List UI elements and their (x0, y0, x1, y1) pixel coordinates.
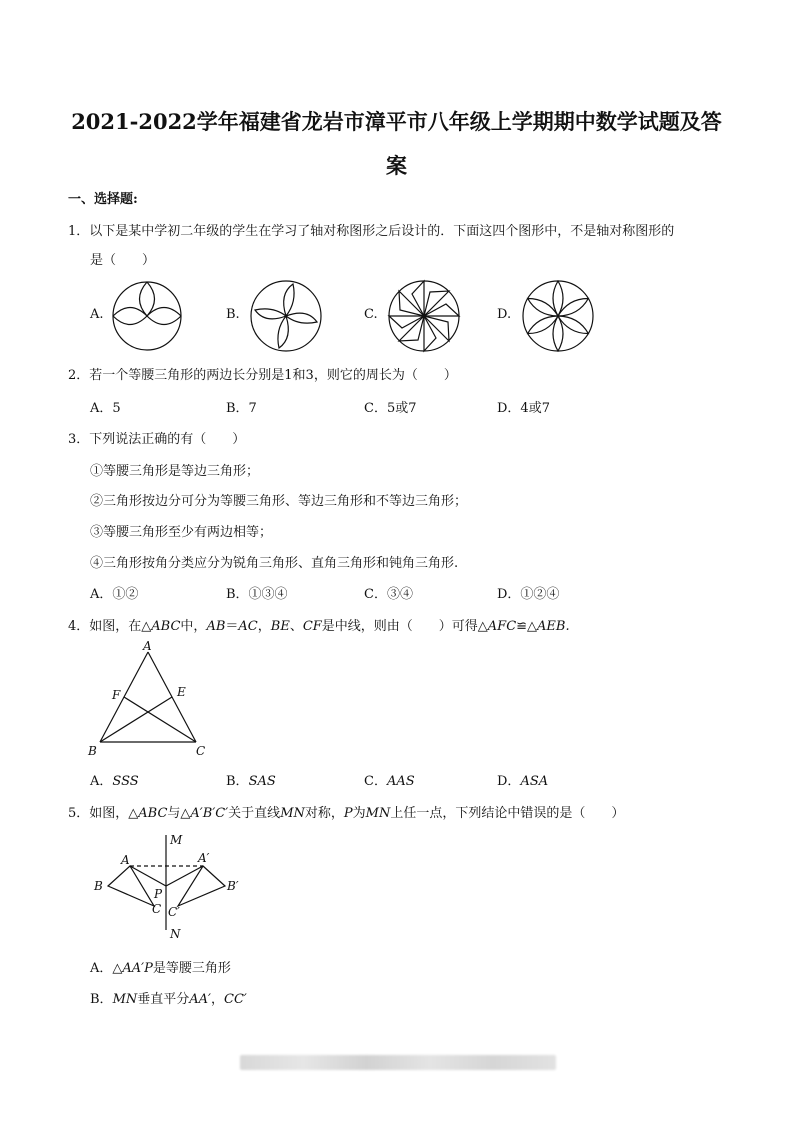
q5-label-c-prime: C′ (168, 905, 180, 919)
q5-label-b: B (94, 879, 103, 893)
q5-symmetry-figure (86, 830, 256, 945)
q4-option-d: D．ASA (497, 774, 549, 789)
q3-option-a: A．①② (90, 587, 139, 602)
q5-label-a-prime: A′ (198, 851, 210, 865)
q5-label-n: N (170, 927, 181, 941)
q4-option-c: C．AAS (364, 774, 415, 789)
blurred-footer-watermark (240, 1055, 556, 1070)
document-title (60, 100, 733, 188)
q4-triangle-figure (86, 638, 216, 762)
q3-option-c: C．③④ (364, 587, 413, 602)
q1-figure-c (388, 280, 460, 352)
q5-label-c: C (152, 902, 162, 916)
q5-label-p: P (154, 887, 163, 901)
q3-statement-3: ③等腰三角形至少有两边相等； (90, 525, 273, 540)
q1-option-d-label: D. (497, 307, 512, 322)
q4-label-b: B (88, 744, 97, 758)
q5-label-m: M (170, 833, 183, 847)
q3-option-d: D．①②④ (497, 587, 560, 602)
q2-option-a: A．5 (90, 401, 121, 416)
q5-text: 5．如图，△ABC与△A′B′C′关于直线MN对称，P为MN上任一点，下列结论中错误的是（ ） (68, 806, 625, 821)
q1-option-c-label: C. (364, 307, 378, 322)
q4-label-a: A (143, 639, 152, 653)
q3-statement-1: ①等腰三角形是等边三角形； (90, 464, 260, 479)
q5-label-a: A (121, 853, 130, 867)
q4-label-e: E (177, 685, 186, 699)
q3-statement-2: ②三角形按边分可分为等腰三角形、等边三角形和不等边三角形； (90, 494, 468, 509)
q4-label-f: F (112, 688, 121, 702)
section-heading: 一、选择题: (68, 192, 138, 207)
q1-figure-b (249, 280, 323, 352)
q3-text: 3．下列说法正确的有（ ） (68, 432, 246, 447)
q1-text-line1: 1．以下是某中学初二年级的学生在学习了轴对称图形之后设计的．下面这四个图形中，不是轴对称图形的 (68, 224, 675, 239)
q5-option-a: A．△AA′P是等腰三角形 (90, 961, 231, 976)
q1-figure-d (521, 280, 595, 352)
q5-label-b-prime: B′ (227, 879, 239, 893)
q1-option-a-label: A. (90, 307, 104, 322)
q3-statement-4: ④三角形按角分类应分为锐角三角形、直角三角形和钝角三角形. (90, 556, 459, 571)
title-line-2: 案 (386, 153, 407, 178)
q2-option-d: D．4或7 (497, 401, 550, 416)
q4-option-b: B．SAS (226, 774, 276, 789)
q1-figure-a (110, 281, 184, 351)
q4-option-a: A．SSS (90, 774, 139, 789)
q3-option-b: B．①③④ (226, 587, 288, 602)
title-line-1: 2021-2022学年福建省龙岩市漳平市八年级上学期期中数学试题及答 (71, 109, 722, 134)
q4-label-c: C (196, 744, 206, 758)
q5-option-b: B．MN垂直平分AA′，CC′ (90, 992, 247, 1007)
q2-option-b: B．7 (226, 401, 257, 416)
q1-option-b-label: B. (226, 307, 240, 322)
q4-text: 4．如图，在△ABC中，AB＝AC，BE、CF是中线，则由（ ）可得△AFC≌△AEB. (68, 619, 570, 634)
q2-text: 2．若一个等腰三角形的两边长分别是1和3，则它的周长为（ ） (68, 368, 457, 383)
q2-option-c: C．5或7 (364, 401, 417, 416)
q1-text-line2: 是（ ） (90, 253, 156, 268)
